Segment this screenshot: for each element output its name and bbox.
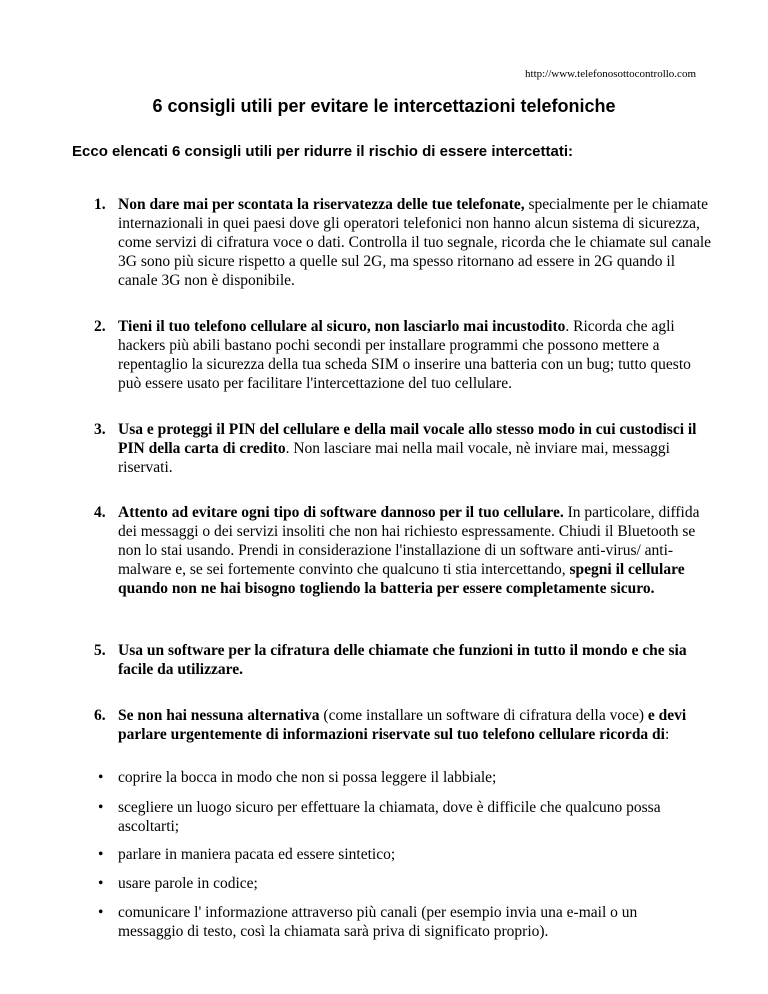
- tip-bold-text: Usa un software per la cifratura delle chiamate che funzioni in tutto il mondo e che sia facile da utilizzare.: [118, 642, 687, 678]
- tip-text: In particolare, diffida dei messaggi o dei servizi insoliti che non hai richiesto espressamente. Chiudi il Bluetooth se non lo stai usando. Prendi in considerazione l'installazione di un software anti-virus/ anti-malware e, se sei fortemente convinto che qualcuno ti stia intercettando,: [118, 504, 700, 578]
- tip-text: . Ricorda che agli hackers più abili bastano pochi secondi per installare programmi che possono mettere a repentaglio la sicurezza della tua scheda SIM o inserire una batteria con un bug; tutto questo può essere usato per facilitare l'intercettazione del tuo cellulare.: [118, 318, 691, 392]
- bullet-icon: •: [98, 769, 104, 786]
- tip-text: (come installare un software di cifratura della voce): [319, 707, 648, 724]
- tip-number: 6.: [94, 707, 106, 724]
- tip-number: 3.: [94, 421, 106, 438]
- tip-bold-text: Se non hai nessuna alternativa: [118, 707, 320, 724]
- tip-bold-text: Usa e proteggi il PIN del cellulare e della mail vocale allo stesso modo in cui custodisci il PIN della carta di credito: [118, 421, 697, 457]
- tip-bold-text: spegni il cellulare quando non ne hai bisogno togliendo la batteria per essere completamente sicuro.: [118, 561, 685, 597]
- tip-item-5: [94, 641, 714, 679]
- tip-text: specialmente per le chiamate internazionali in quei paesi dove gli operatori telefonici non hanno alcun sistema di sicurezza, come servizi di cifratura voce o dati. Controlla il tuo segnale, ricorda che le chiamate sul canale 3G sono più sicure rispetto a quelle sul 2G, ma spesso ritornano ad essere in 2G quando il canale 3G non è disponibile.: [118, 196, 712, 289]
- tip-bold-text: Non dare mai per scontata la riservatezza delle tue telefonate,: [118, 196, 525, 213]
- tip-text: :: [665, 726, 670, 743]
- tip-item-3: [94, 420, 714, 477]
- tip-item-1: [94, 195, 714, 290]
- bullet-text: coprire la bocca in modo che non si possa leggere il labbiale;: [118, 769, 497, 786]
- bullet-text: usare parole in codice;: [118, 875, 258, 892]
- bullet-text: comunicare l' informazione attraverso più canali (per esempio invia una e-mail o un messaggio di testo, così la chiamata sarà priva di significato proprio).: [118, 904, 638, 940]
- tip-bold-text: Tieni il tuo telefono cellulare al sicuro, non lasciarlo mai incustodito: [118, 318, 566, 335]
- bullet-text: scegliere un luogo sicuro per effettuare la chiamata, dove è difficile che qualcuno possa ascoltarti;: [118, 799, 661, 835]
- bullet-icon: •: [98, 799, 104, 816]
- bullet-icon: •: [98, 846, 104, 863]
- bullet-icon: •: [98, 904, 104, 921]
- source-url[interactable]: http://www.telefonosottocontrollo.com: [525, 68, 696, 80]
- bullet-item: [98, 903, 698, 941]
- tip-number: 2.: [94, 318, 106, 335]
- bullet-item: [98, 874, 698, 893]
- tip-bold-text: e devi parlare urgentemente di informazioni riservate sul tuo telefono cellulare ricorda di: [118, 707, 687, 743]
- tip-bold-text: Attento ad evitare ogni tipo di software dannoso per il tuo cellulare.: [118, 504, 564, 521]
- tip-number: 1.: [94, 196, 106, 213]
- tip-item-4: [94, 503, 714, 598]
- bullet-icon: •: [98, 875, 104, 892]
- tip-number: 4.: [94, 504, 106, 521]
- tip-text: . Non lasciare mai nella mail vocale, nè inviare mai, messaggi riservati.: [118, 440, 670, 476]
- tip-item-2: [94, 317, 714, 393]
- bullet-item: [98, 768, 698, 787]
- bullet-item: [98, 798, 698, 836]
- document-title: 6 consigli utili per evitare le intercettazioni telefoniche: [152, 96, 616, 116]
- bullet-text: parlare in maniera pacata ed essere sintetico;: [118, 846, 396, 863]
- document-subtitle: Ecco elencati 6 consigli utili per ridurre il rischio di essere intercettati:: [72, 143, 573, 160]
- tip-number: 5.: [94, 642, 106, 659]
- bullet-item: [98, 845, 698, 864]
- tip-item-6: [94, 706, 714, 744]
